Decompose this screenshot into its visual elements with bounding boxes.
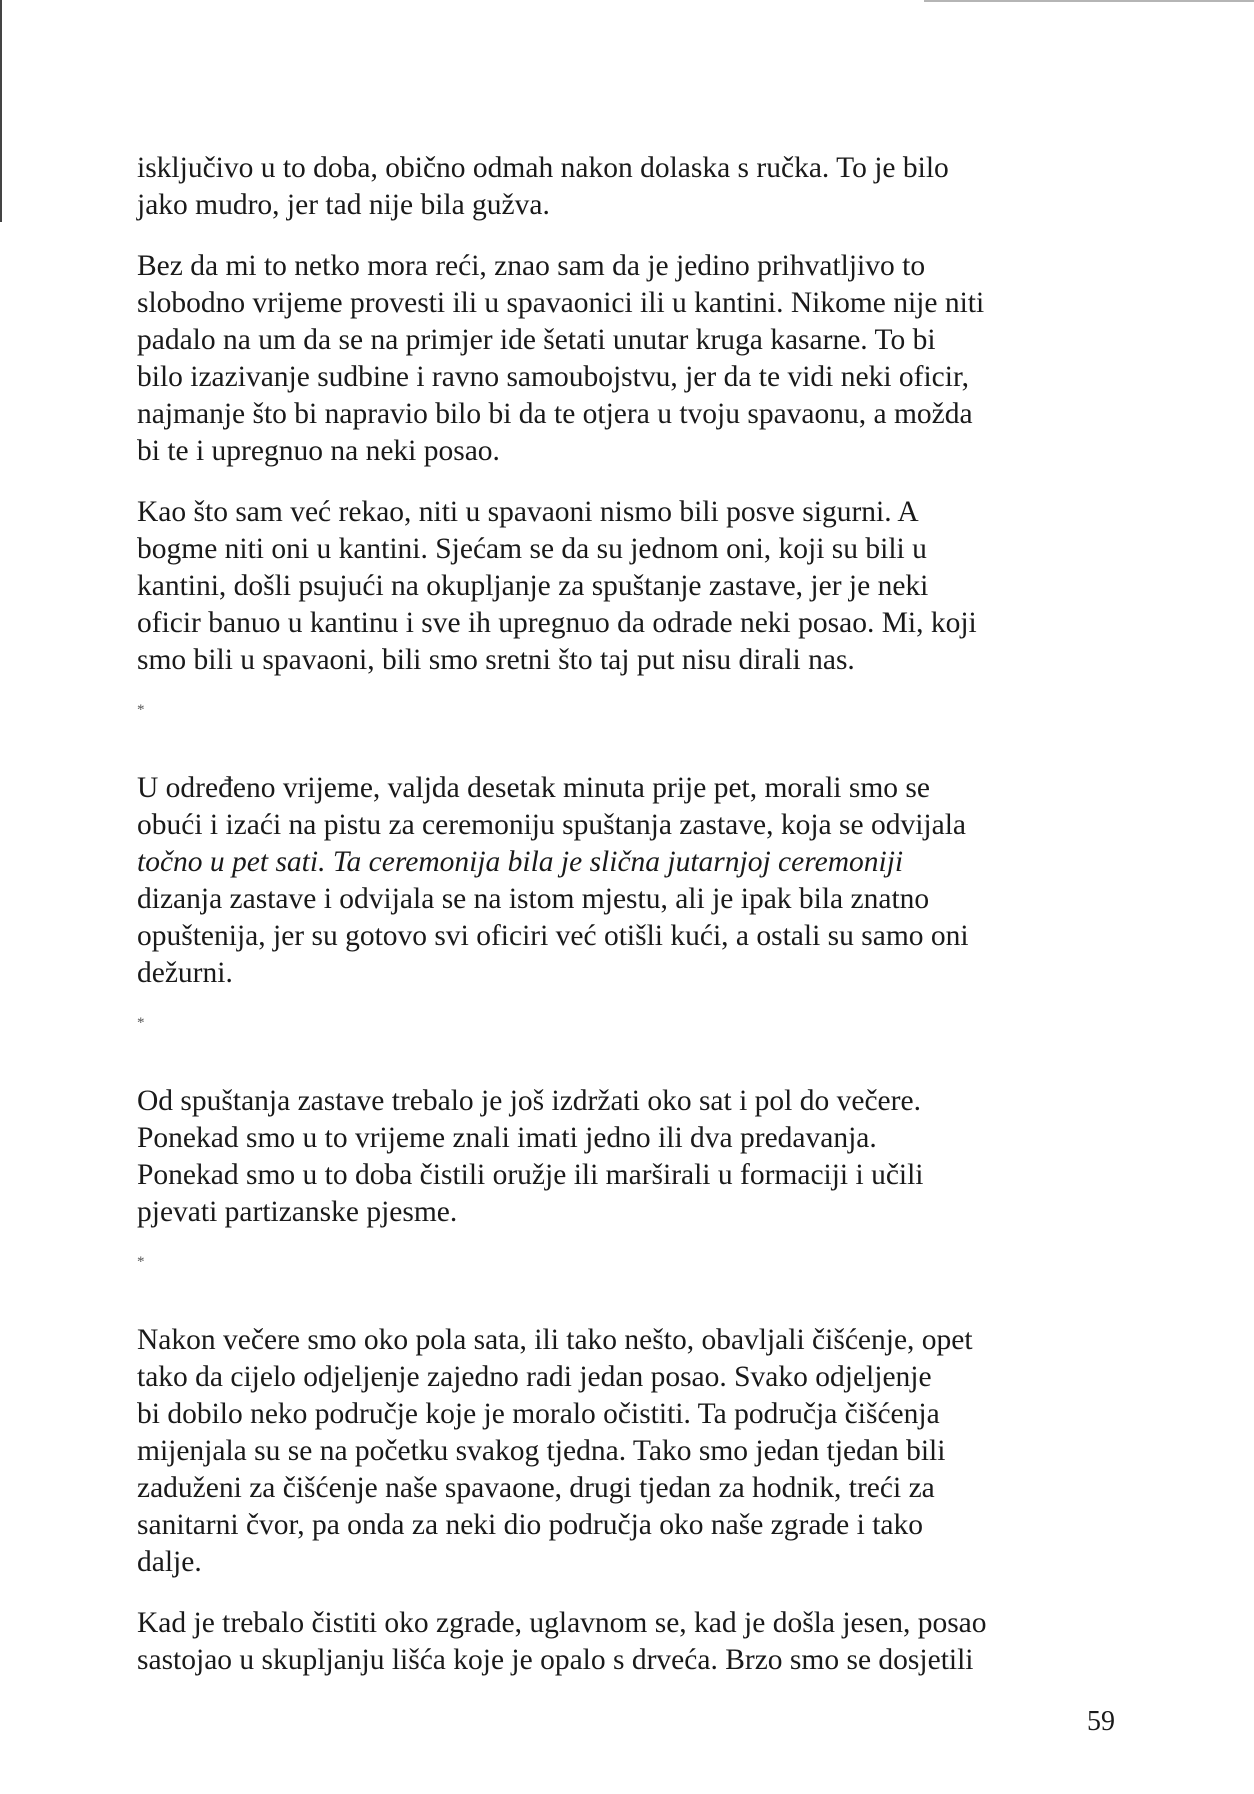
- paragraph: isključivo u to doba, obično odmah nakon dolaska s ručka. To je bilo jako mudro, jer tad nije bila gužva.: [137, 152, 949, 221]
- page-body: [137, 150, 1137, 1703]
- page-edge-line: [0, 0, 2, 222]
- paragraph: Kad je trebalo čistiti oko zgrade, uglavnom se, kad je došla jesen, posao sastojao u skupljanju lišća koje je opalo s drveća. Brzo smo se dosjetili: [137, 1607, 987, 1676]
- paragraph-text: dizanja zastave i odvijala se na istom mjestu, ali je ipak bila znatno opuštenija, jer su gotovo svi oficiri već otišli kući, a ostali su samo oni dežurni.: [137, 883, 969, 989]
- paragraph: [137, 770, 1137, 992]
- italic-text: točno u pet sati. Ta ceremonija bila je slična jutarnjoj ceremoniji: [137, 846, 904, 878]
- section-separator: *: [137, 1254, 145, 1270]
- section-separator: *: [137, 1015, 145, 1031]
- paragraph: Nakon večere smo oko pola sata, ili tako nešto, obavljali čišćenje, opet tako da cijelo odjeljenje zajedno radi jedan posao. Svako odjeljenje bi dobilo neko područje koje je moralo očistiti. Ta područja čišćenja mijenjala su se na početku svakog tjedna. Tako smo jedan tjedan bili zaduženi za čišćenje naše spavaone, drugi tjedan za hodnik, treći za sanitarni čvor, pa onda za neki dio područja oko naše zgrade i tako dalje.: [137, 1324, 973, 1578]
- paragraph-text: U određeno vrijeme, valjda desetak minuta prije pet, morali smo se obući i izaći na pistu za ceremoniju spuštanja zastave, koja se odvijala: [137, 772, 966, 841]
- section-separator: *: [137, 702, 145, 718]
- paragraph: Bez da mi to netko mora reći, znao sam da je jedino prihvatljivo to slobodno vrijeme provesti ili u spavaonici ili u kantini. Nikome nije niti padalo na um da se na primjer ide šetati unutar kruga kasarne. To bi bilo izazivanje sudbine i ravno samoubojstvu, jer da te vidi neki oficir, najmanje što bi napravio bilo bi da te otjera u tvoju spavaonu, a možda bi te i upregnuo na neki posao.: [137, 250, 985, 467]
- page-edge-line-top: [924, 0, 1254, 2]
- paragraph: Od spuštanja zastave trebalo je još izdržati oko sat i pol do večere. Ponekad smo u to vrijeme znali imati jedno ili dva predavanja. Ponekad smo u to doba čistili oružje ili marširali u formaciji i učili pjevati partizanske pjesme.: [137, 1085, 924, 1228]
- page-number: 59: [1087, 1706, 1115, 1737]
- paragraph: Kao što sam već rekao, niti u spavaoni nismo bili posve sigurni. A bogme niti oni u kantini. Sjećam se da su jednom oni, koji su bili u kantini, došli psujući na okupljanje za spuštanje zastave, jer je neki oficir banuo u kantinu i sve ih upregnuo da odrade neki posao. Mi, koji smo bili u spavaoni, bili smo sretni što taj put nisu dirali nas.: [137, 496, 977, 676]
